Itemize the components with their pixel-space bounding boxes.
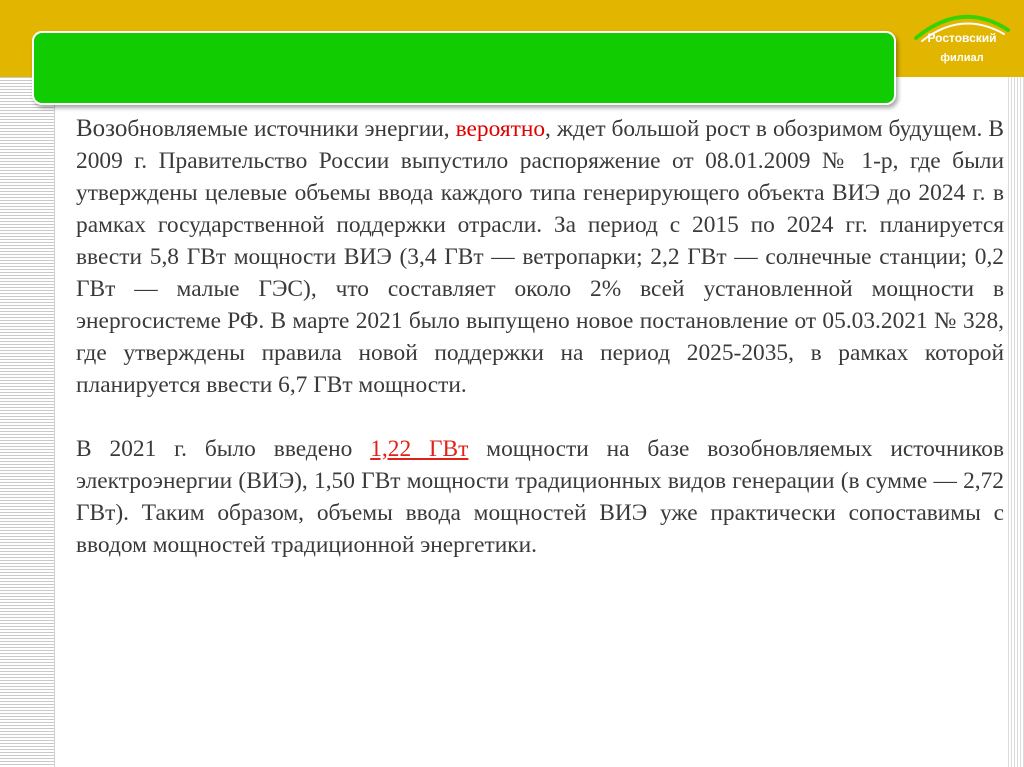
- paragraph-1-text-b: , ждет большой рост в обозримом будущем. В 2009 г. Правительство России выпустило распоряжение от 08.01.2009 № 1-р, где были утверждены целевые объемы ввода каждого типа генерирующего объекта ВИЭ до 2024 г. в рамках государственной поддержки отрасли. За период с 2015 по 2024 гг. планируется ввести 5,8 ГВт мощности ВИЭ (3,4 ГВт — ветропарки; 2,2 ГВт — солнечные станции; 0,2 ГВт — малые ГЭС), что составляет около 2% всей установленной мощности в энергосистеме РФ. В марте 2021 было выпущено новое постановление от 05.03.2021 № 328, где утверждены правила новой поддержки на период 2025-2035, в рамках которой планируется ввести 6,7 ГВт мощности.: [76, 116, 1004, 398]
- left-decorative-stripes: [0, 77, 55, 767]
- logo-text-line1: Ростовский: [927, 31, 997, 45]
- paragraph-1-start: Возо: [76, 115, 128, 142]
- logo-text-line2: филиал: [940, 52, 984, 64]
- highlighted-word: вероятно: [455, 116, 546, 142]
- paragraph-2-text-a: В 2021 г. было введено: [76, 436, 371, 462]
- slide-title-bar: [32, 31, 896, 105]
- paragraph-2-text-b: мощности на базе возобновляемых источников электроэнергии (ВИЭ), 1,50 ГВт мощности традиционных видов генерации (в сумме — 2,72 ГВт). Таким образом, объемы ввода мощностей ВИЭ уже практически сопоставимы с вводом мощностей традиционной энергетики.: [76, 436, 1004, 558]
- capacity-link[interactable]: 1,22 ГВт: [370, 436, 469, 462]
- paragraph-1: [76, 113, 1004, 401]
- right-decorative-stripes: [1008, 77, 1024, 767]
- paragraph-1-text-a: бновляемые источники энергии,: [127, 116, 456, 142]
- branch-logo: [908, 8, 1016, 72]
- paragraph-2: [76, 433, 1004, 561]
- slide-body: [76, 113, 1004, 561]
